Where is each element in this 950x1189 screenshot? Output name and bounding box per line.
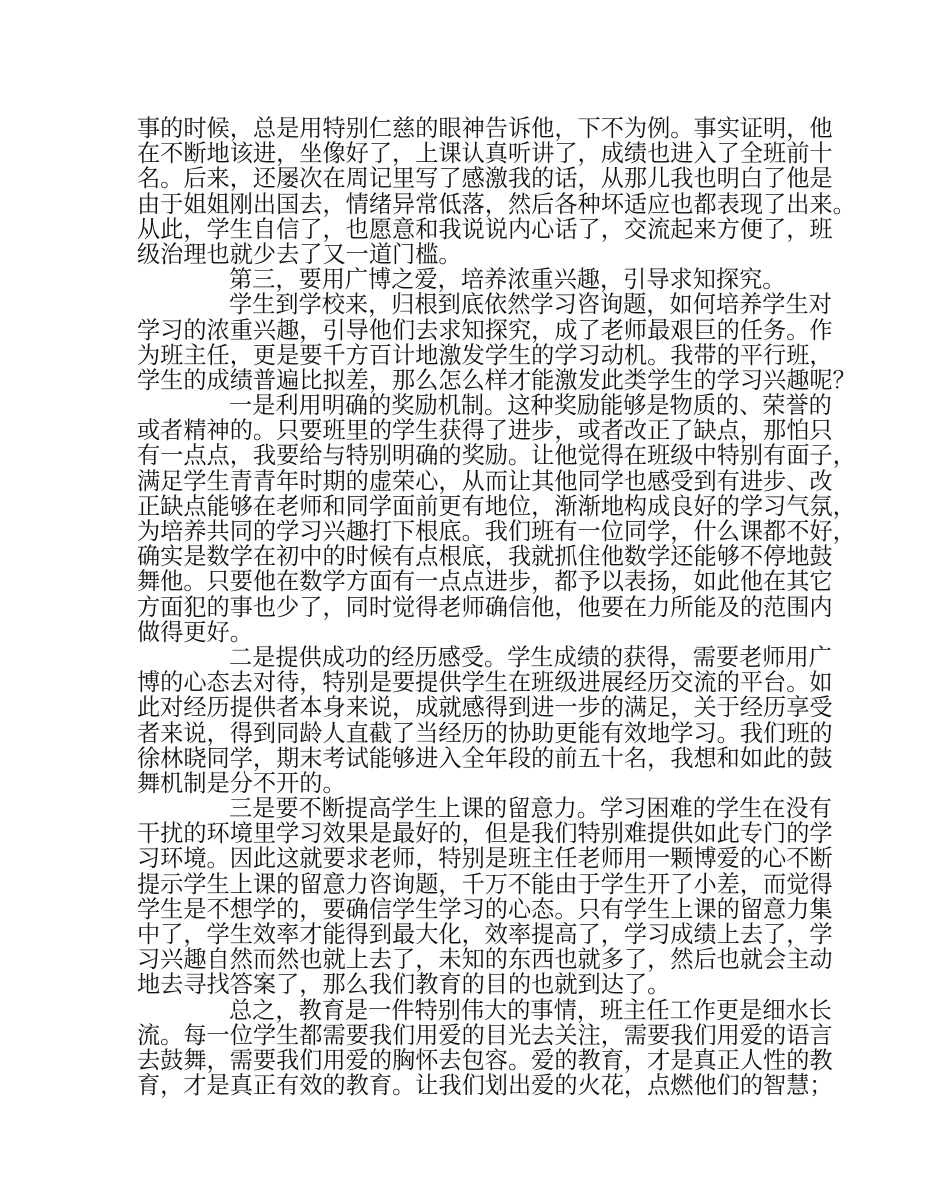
text-line: 在不断地该进，坐像好了，上课认真听讲了，成绩也进入了全班前十 [137,140,833,168]
text-line: 此对经历提供者本身来说，成就感得到进一步的满足，关于经历享受 [137,694,833,722]
text-line: 或者精神的。只要班里的学生获得了进步，或者改正了缺点，那怕只 [137,417,833,445]
text-line: 干扰的环境里学习效果是最好的，但是我们特别难提供如此专门的学 [137,820,833,848]
text-line: 地去寻找答案了，那么我们教育的目的也就到达了。 [137,971,671,999]
text-line: 方面犯的事也少了，同时觉得老师确信他，他要在力所能及的范围内 [137,593,833,621]
text-line: 舞他。只要他在数学方面有一点点进步，都予以表扬，如此他在其它 [137,568,833,596]
text-line: 学习的浓重兴趣，引导他们去求知探究，成了老师最艰巨的任务。作 [137,316,833,344]
text-line: 从此，学生自信了，也愿意和我说说内心话了，交流起来方便了，班 [137,215,833,243]
paragraph-start-line: 一是利用明确的奖励机制。这种奖励能够是物质的、荣誉的 [229,392,832,420]
text-line: 徐林晓同学，期末考试能够进入全年段的前五十名，我想和如此的鼓 [137,744,833,772]
text-line: 级治理也就少去了又一道门槛。 [137,240,462,268]
text-line: 事的时候，总是用特别仁慈的眼神告诉他，下不为例。事实证明，他 [137,115,833,142]
text-line: 学生的成绩普遍比拟差，那么怎么样才能激发此类学生的学习兴趣呢？ [137,366,856,394]
text-line: 为班主任，更是要千方百计地激发学生的学习动机。我带的平行班， [137,341,833,369]
paragraph-start-line: 二是提供成功的经历感受。学生成绩的获得，需要老师用广 [229,643,832,671]
text-line: 博的心态去对待，特别是要提供学生在班级进展经历交流的平台。如 [137,669,833,697]
paragraph-start-line: 总之，教育是一件特别伟大的事情，班主任工作更是细水长 [229,996,832,1024]
text-line: 育，才是真正有效的教育。让我们划出爱的火花，点燃他们的智慧； [137,1072,833,1100]
body-text [137,115,856,1100]
paragraph-start-line: 学生到学校来，归根到底依然学习咨询题，如何培养学生对 [229,291,832,319]
paragraph-start-line: 三是要不断提高学生上课的留意力。学习困难的学生在没有 [229,795,832,823]
paragraph-start-line: 第三，要用广博之爱，培养浓重兴趣，引导求知探究。 [229,266,786,294]
text-line: 舞机制是分不开的。 [137,769,346,797]
text-line: 去鼓舞，需要我们用爱的胸怀去包容。爱的教育，才是真正人性的教 [137,1046,833,1074]
text-line: 确实是数学在初中的时候有点根底，我就抓住他数学还能够不停地鼓 [137,543,833,571]
text-line: 习兴趣自然而然也就上去了，未知的东西也就多了，然后也就会主动 [137,946,833,974]
text-line: 提示学生上课的留意力咨询题，千万不能由于学生开了小差，而觉得 [137,870,833,898]
text-line: 由于姐姐刚出国去，情绪异常低落，然后各种坏适应也都表现了出来。 [137,190,856,218]
text-line: 有一点点，我要给与特别明确的奖励。让他觉得在班级中特别有面子， [137,442,856,470]
text-line: 名。后来，还屡次在周记里写了感激我的话，从那儿我也明白了他是 [137,165,833,193]
text-line: 中了，学生效率才能得到最大化，效率提高了，学习成绩上去了，学 [137,921,833,948]
text-line: 者来说，得到同龄人直截了当经历的协助更能有效地学习。我们班的 [137,719,833,747]
text-line: 为培养共同的学习兴趣打下根底。我们班有一位同学，什么课都不好， [137,518,856,545]
text-line: 流。每一位学生都需要我们用爱的目光去关注，需要我们用爱的语言 [137,1021,833,1049]
text-line: 做得更好。 [137,618,253,646]
text-line: 满足学生青青年时期的虚荣心，从而让其他同学也感受到有进步、改 [137,467,833,495]
text-line: 正缺点能够在老师和同学面前更有地位，渐渐地构成良好的学习气氛， [137,492,856,520]
text-line: 习环境。因此这就要求老师，特别是班主任老师用一颗博爱的心不断 [137,845,833,873]
text-line: 学生是不想学的，要确信学生学习的心态。只有学生上课的留意力集 [137,895,833,923]
